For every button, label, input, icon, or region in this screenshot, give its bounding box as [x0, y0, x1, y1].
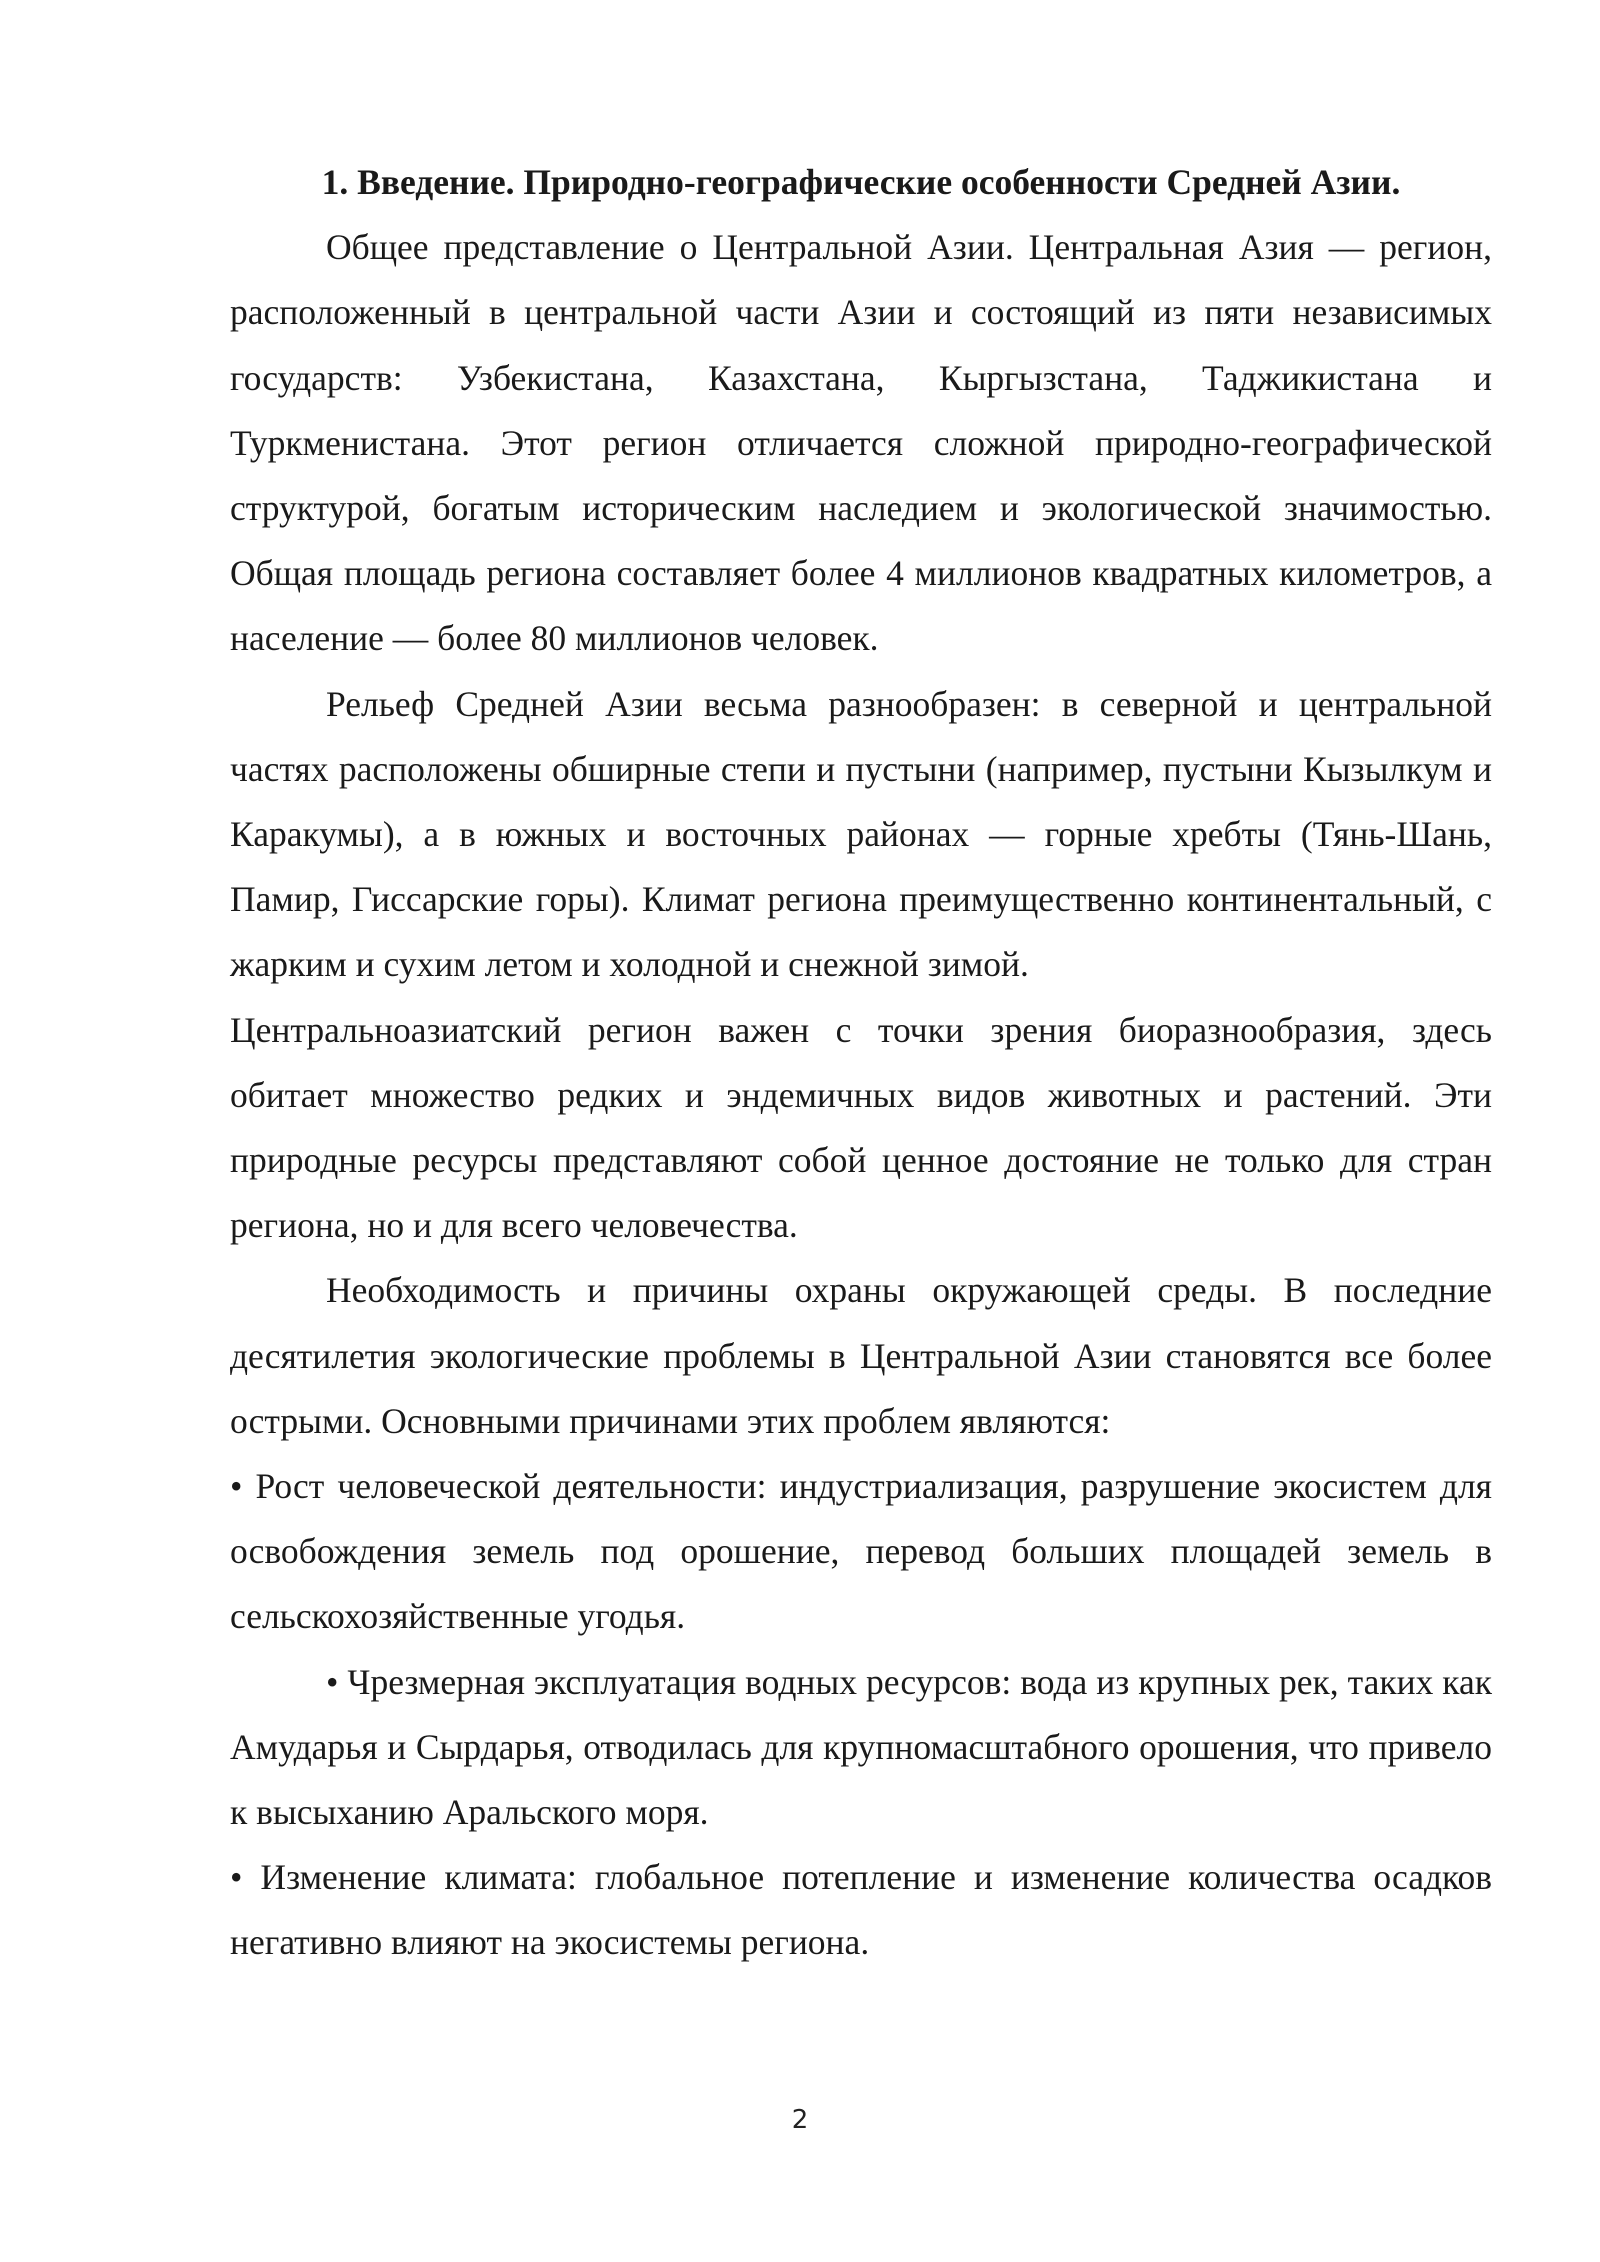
section-heading: 1. Введение. Природно-географические особенности Средней Азии.: [321, 162, 1401, 202]
paragraph-overview: Общее представление о Центральной Азии. Центральная Азия — регион, расположенный в центральной части Азии и состоящий из пяти независимых государств: Узбекистана, Казахстана, Кыргызстана, Таджикистана и Туркменистана. Этот регион отличается сложной природно-географической структурой, богатым историческим наследием и экологической значимостью. Общая площадь региона составляет более 4 миллионов квадратных километров, а население — более 80 миллионов человек.: [230, 227, 1492, 659]
bullet-item-climate-change: • Изменение климата: глобальное потепление и изменение количества осадков негативно влияют на экосистемы региона.: [230, 1857, 1492, 1963]
paragraph-relief: Рельеф Средней Азии весьма разнообразен: в северной и центральной частях расположены обширные степи и пустыни (например, пустыни Кызылкум и Каракумы), а в южных и восточных районах — горные хребты (Тянь-Шань, Памир, Гиссарские горы). Климат региона преимущественно континентальный, с жарким и сухим летом и холодной и снежной зимой.: [230, 683, 1492, 985]
bullet-item-human-activity: • Рост человеческой деятельности: индустриализация, разрушение экосистем для освобождения земель под орошение, перевод больших площадей земель в сельскохозяйственные угодья.: [230, 1466, 1492, 1637]
page-body: [230, 150, 1492, 1976]
bullet-item-water-resources: • Чрезмерная эксплуатация водных ресурсов: вода из крупных рек, таких как Амударья и Сырдарья, отводилась для крупномасштабного орошения, что привело к высыханию Аральского моря.: [230, 1661, 1492, 1833]
paragraph-biodiversity: Центральноазиатский регион важен с точки зрения биоразнообразия, здесь обитает множество редких и эндемичных видов животных и растений. Эти природные ресурсы представляют собой ценное достояние не только для стран региона, но и для всего человечества.: [230, 1009, 1492, 1246]
paragraph-environment: Необходимость и причины охраны окружающей среды. В последние десятилетия экологические проблемы в Центральной Азии становятся все более острыми. Основными причинами этих проблем являются:: [230, 1270, 1492, 1441]
page-number: 2: [791, 2105, 809, 2135]
